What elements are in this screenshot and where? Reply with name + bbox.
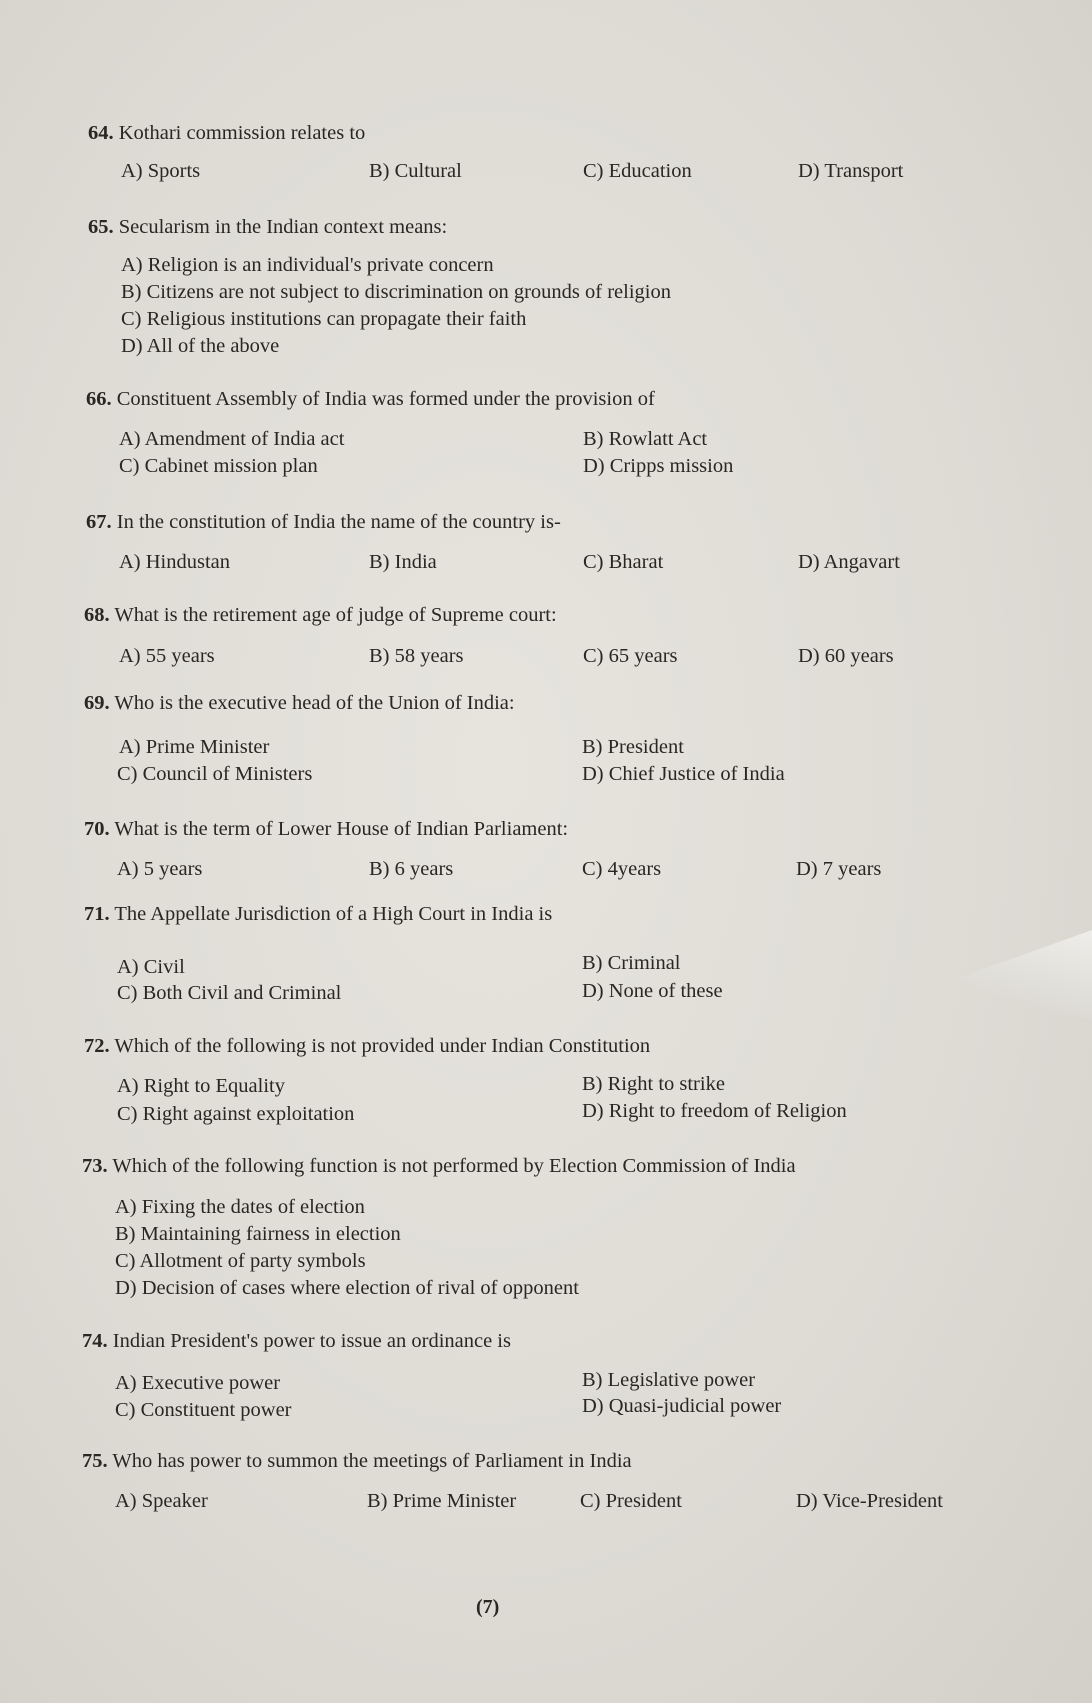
- option-74-d: D) Quasi-judicial power: [582, 1395, 782, 1417]
- question-73: 73. Which of the following function is not performed by Election Commission of India: [82, 1155, 796, 1177]
- page-number: (7): [476, 1596, 500, 1618]
- question-64: 64. Kothari commission relates to: [88, 122, 366, 144]
- option-64-d: D) Transport: [798, 160, 904, 182]
- option-70-d: D) 7 years: [796, 858, 882, 880]
- option-70-b: B) 6 years: [369, 858, 454, 880]
- question-67: 67. In the constitution of India the name of the country is-: [86, 511, 561, 533]
- option-67-b: B) India: [369, 551, 437, 573]
- question-65: 65. Secularism in the Indian context means:: [88, 216, 448, 238]
- option-72-c: C) Right against exploitation: [117, 1103, 355, 1125]
- option-69-c: C) Council of Ministers: [117, 763, 313, 785]
- option-68-d: D) 60 years: [798, 645, 894, 667]
- option-73-b: B) Maintaining fairness in election: [115, 1223, 401, 1245]
- option-71-d: D) None of these: [582, 980, 723, 1002]
- question-69: 69. Who is the executive head of the Union of India:: [84, 692, 515, 714]
- option-72-a: A) Right to Equality: [117, 1075, 285, 1097]
- option-75-c: C) President: [580, 1490, 682, 1512]
- option-68-b: B) 58 years: [369, 645, 464, 667]
- option-66-d: D) Cripps mission: [583, 455, 734, 477]
- option-68-a: A) 55 years: [119, 645, 215, 667]
- option-64-b: B) Cultural: [369, 160, 462, 182]
- option-69-d: D) Chief Justice of India: [582, 763, 785, 785]
- option-65-b: B) Citizens are not subject to discrimination on grounds of religion: [121, 281, 671, 303]
- option-75-b: B) Prime Minister: [367, 1490, 517, 1512]
- option-69-b: B) President: [582, 736, 684, 758]
- question-70: 70. What is the term of Lower House of Indian Parliament:: [84, 818, 569, 840]
- option-74-a: A) Executive power: [115, 1372, 281, 1394]
- option-71-c: C) Both Civil and Criminal: [117, 982, 342, 1004]
- question-71: 71. The Appellate Jurisdiction of a High Court in India is: [84, 903, 553, 925]
- option-70-c: C) 4years: [582, 858, 662, 880]
- option-65-a: A) Religion is an individual's private concern: [121, 254, 494, 276]
- option-75-d: D) Vice-President: [796, 1490, 943, 1512]
- option-73-c: C) Allotment of party symbols: [115, 1250, 366, 1272]
- question-66: 66. Constituent Assembly of India was formed under the provision of: [86, 388, 655, 410]
- option-74-c: C) Constituent power: [115, 1399, 292, 1421]
- option-70-a: A) 5 years: [117, 858, 203, 880]
- option-72-b: B) Right to strike: [582, 1073, 725, 1095]
- option-65-d: D) All of the above: [121, 335, 280, 357]
- question-74: 74. Indian President's power to issue an ordinance is: [82, 1330, 511, 1352]
- option-73-a: A) Fixing the dates of election: [115, 1196, 365, 1218]
- question-72: 72. Which of the following is not provided under Indian Constitution: [84, 1035, 651, 1057]
- option-73-d: D) Decision of cases where election of rival of opponent: [115, 1277, 579, 1299]
- option-64-a: A) Sports: [121, 160, 201, 182]
- question-68: 68. What is the retirement age of judge of Supreme court:: [84, 604, 557, 626]
- option-75-a: A) Speaker: [115, 1490, 208, 1512]
- option-67-a: A) Hindustan: [119, 551, 231, 573]
- option-71-a: A) Civil: [117, 956, 185, 978]
- question-75: 75. Who has power to summon the meetings of Parliament in India: [82, 1450, 632, 1472]
- option-68-c: C) 65 years: [583, 645, 678, 667]
- option-67-c: C) Bharat: [583, 551, 664, 573]
- option-71-b: B) Criminal: [582, 952, 681, 974]
- option-66-c: C) Cabinet mission plan: [119, 455, 318, 477]
- option-65-c: C) Religious institutions can propagate their faith: [121, 308, 527, 330]
- option-69-a: A) Prime Minister: [119, 736, 270, 758]
- option-66-a: A) Amendment of India act: [119, 428, 345, 450]
- option-66-b: B) Rowlatt Act: [583, 428, 708, 450]
- option-67-d: D) Angavart: [798, 551, 900, 573]
- option-74-b: B) Legislative power: [582, 1369, 756, 1391]
- page-fold-highlight: [942, 930, 1092, 1020]
- option-64-c: C) Education: [583, 160, 692, 182]
- option-72-d: D) Right to freedom of Religion: [582, 1100, 847, 1122]
